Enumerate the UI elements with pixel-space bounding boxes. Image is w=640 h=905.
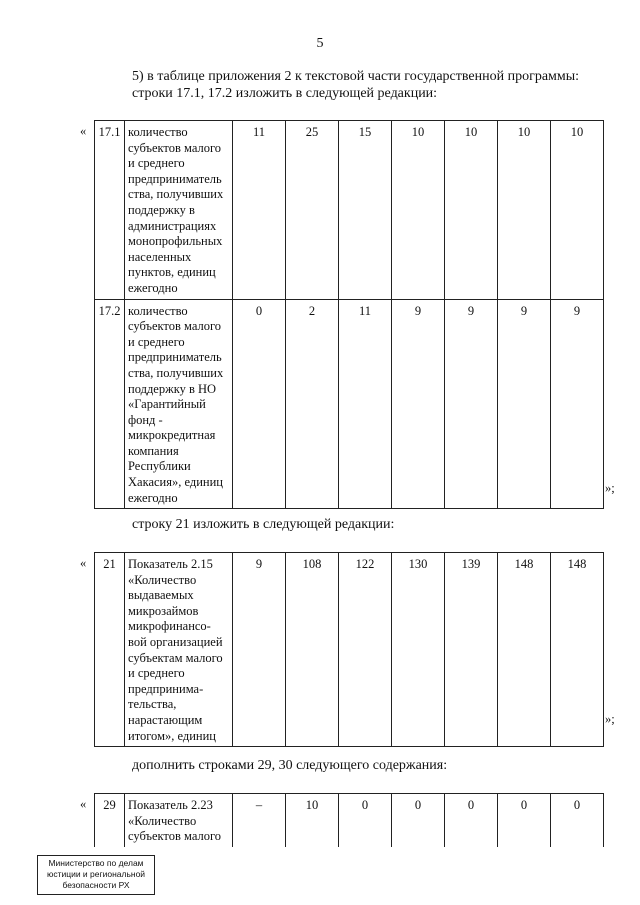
value-cell: 0: [498, 794, 551, 847]
desc-line: выдаваемых: [128, 588, 194, 603]
stamp-line-2: юстиции и региональной: [46, 869, 146, 879]
value-cell: 10: [392, 121, 445, 300]
desc-line: компания: [128, 443, 179, 458]
value-cell: 9: [445, 299, 498, 509]
table-row: [95, 121, 604, 300]
desc-line: ства, получивших: [128, 187, 224, 202]
value-cell: 139: [445, 553, 498, 747]
value-cell: 148: [498, 553, 551, 747]
desc-line: поддержку в НО: [128, 381, 217, 396]
desc-line: вой организацией: [128, 634, 223, 649]
value-cell: 0: [445, 794, 498, 847]
value-cell: –: [233, 794, 286, 847]
value-cell: 10: [551, 121, 604, 300]
desc-line: микрофинансо-: [128, 619, 211, 634]
value-cell: 11: [233, 121, 286, 300]
value-cell: 122: [339, 553, 392, 747]
row-number: 29: [95, 794, 125, 847]
value-cell: 2: [286, 299, 339, 509]
desc-line: Показатель 2.15: [128, 557, 213, 571]
paragraph-1-line-2: строки 17.1, 17.2 изложить в следующей редакции:: [132, 86, 438, 101]
paragraph-3: дополнить строками 29, 30 следующего содержания:: [132, 758, 448, 773]
value-cell: 10: [445, 121, 498, 300]
desc-line: итогом», единиц: [128, 728, 216, 743]
row-description: [125, 794, 233, 847]
value-cell: 148: [551, 553, 604, 747]
desc-line: микрозаймов: [128, 603, 199, 618]
table-row: [95, 794, 604, 847]
row-description: [125, 553, 233, 747]
value-cell: 9: [551, 299, 604, 509]
row-number: 17.1: [95, 121, 125, 300]
value-cell: 9: [233, 553, 286, 747]
close-quote: »;: [605, 712, 615, 726]
value-cell: 25: [286, 121, 339, 300]
stamp-line-3: безопасности РХ: [62, 880, 130, 890]
value-cell: 11: [339, 299, 392, 509]
paragraph-2: строку 21 изложить в следующей редакции:: [132, 517, 395, 532]
table-2: [94, 552, 604, 747]
desc-line: администрациях: [128, 218, 217, 233]
desc-line: фонд -: [128, 412, 163, 427]
paragraph-1-line-1: 5) в таблице приложения 2 к текстовой части государственной программы:: [132, 69, 580, 84]
value-cell: 15: [339, 121, 392, 300]
value-cell: 9: [392, 299, 445, 509]
desc-line: предпринима-: [128, 681, 204, 696]
desc-line: субъектам малого: [128, 650, 223, 665]
desc-line: субъектов малого: [128, 829, 222, 844]
row-description: [125, 121, 233, 300]
desc-line: количество: [128, 303, 188, 318]
desc-line: Хакасия», единиц: [128, 475, 223, 490]
row-description: [125, 299, 233, 509]
desc-line: поддержку в: [128, 202, 195, 217]
value-cell: 130: [392, 553, 445, 747]
desc-line: «Количество: [128, 813, 197, 828]
value-cell: 0: [392, 794, 445, 847]
desc-line: и среднего: [128, 156, 185, 171]
value-cell: 0: [339, 794, 392, 847]
table-1: [94, 120, 604, 509]
page-number: 5: [316, 36, 324, 51]
value-cell: 0: [551, 794, 604, 847]
value-cell: 10: [498, 121, 551, 300]
open-quote: «: [80, 797, 87, 811]
row-number: 17.2: [95, 299, 125, 509]
value-cell: 9: [498, 299, 551, 509]
desc-line: микрокредитная: [128, 428, 216, 443]
desc-line: ежегодно: [128, 490, 178, 505]
desc-line: Показатель 2.23: [128, 798, 213, 812]
desc-line: пунктов, единиц: [128, 265, 216, 280]
desc-line: «Количество: [128, 572, 197, 587]
value-cell: 108: [286, 553, 339, 747]
table-row: [95, 299, 604, 509]
table-row: [95, 553, 604, 747]
open-quote: «: [80, 556, 87, 570]
open-quote: «: [80, 124, 87, 138]
desc-line: тельства,: [128, 697, 177, 712]
desc-line: и среднего: [128, 666, 185, 681]
desc-line: «Гарантийный: [128, 397, 206, 412]
desc-line: предприниматель: [128, 350, 222, 365]
table-3: [94, 793, 604, 847]
paragraph-1: [132, 68, 579, 102]
desc-line: ства, получивших: [128, 365, 224, 380]
desc-line: Республики: [128, 459, 191, 474]
desc-line: субъектов малого: [128, 140, 222, 155]
desc-line: ежегодно: [128, 280, 178, 295]
desc-line: субъектов малого: [128, 319, 222, 334]
desc-line: нарастающим: [128, 712, 203, 727]
ministry-stamp: [37, 855, 155, 895]
desc-line: населенных: [128, 249, 192, 264]
value-cell: 10: [286, 794, 339, 847]
desc-line: монопрофильных: [128, 234, 223, 249]
close-quote: »;: [605, 481, 615, 495]
desc-line: количество: [128, 125, 188, 139]
desc-line: предприниматель: [128, 171, 222, 186]
desc-line: и среднего: [128, 334, 185, 349]
value-cell: 0: [233, 299, 286, 509]
stamp-line-1: Министерство по делам: [48, 858, 144, 868]
row-number: 21: [95, 553, 125, 747]
